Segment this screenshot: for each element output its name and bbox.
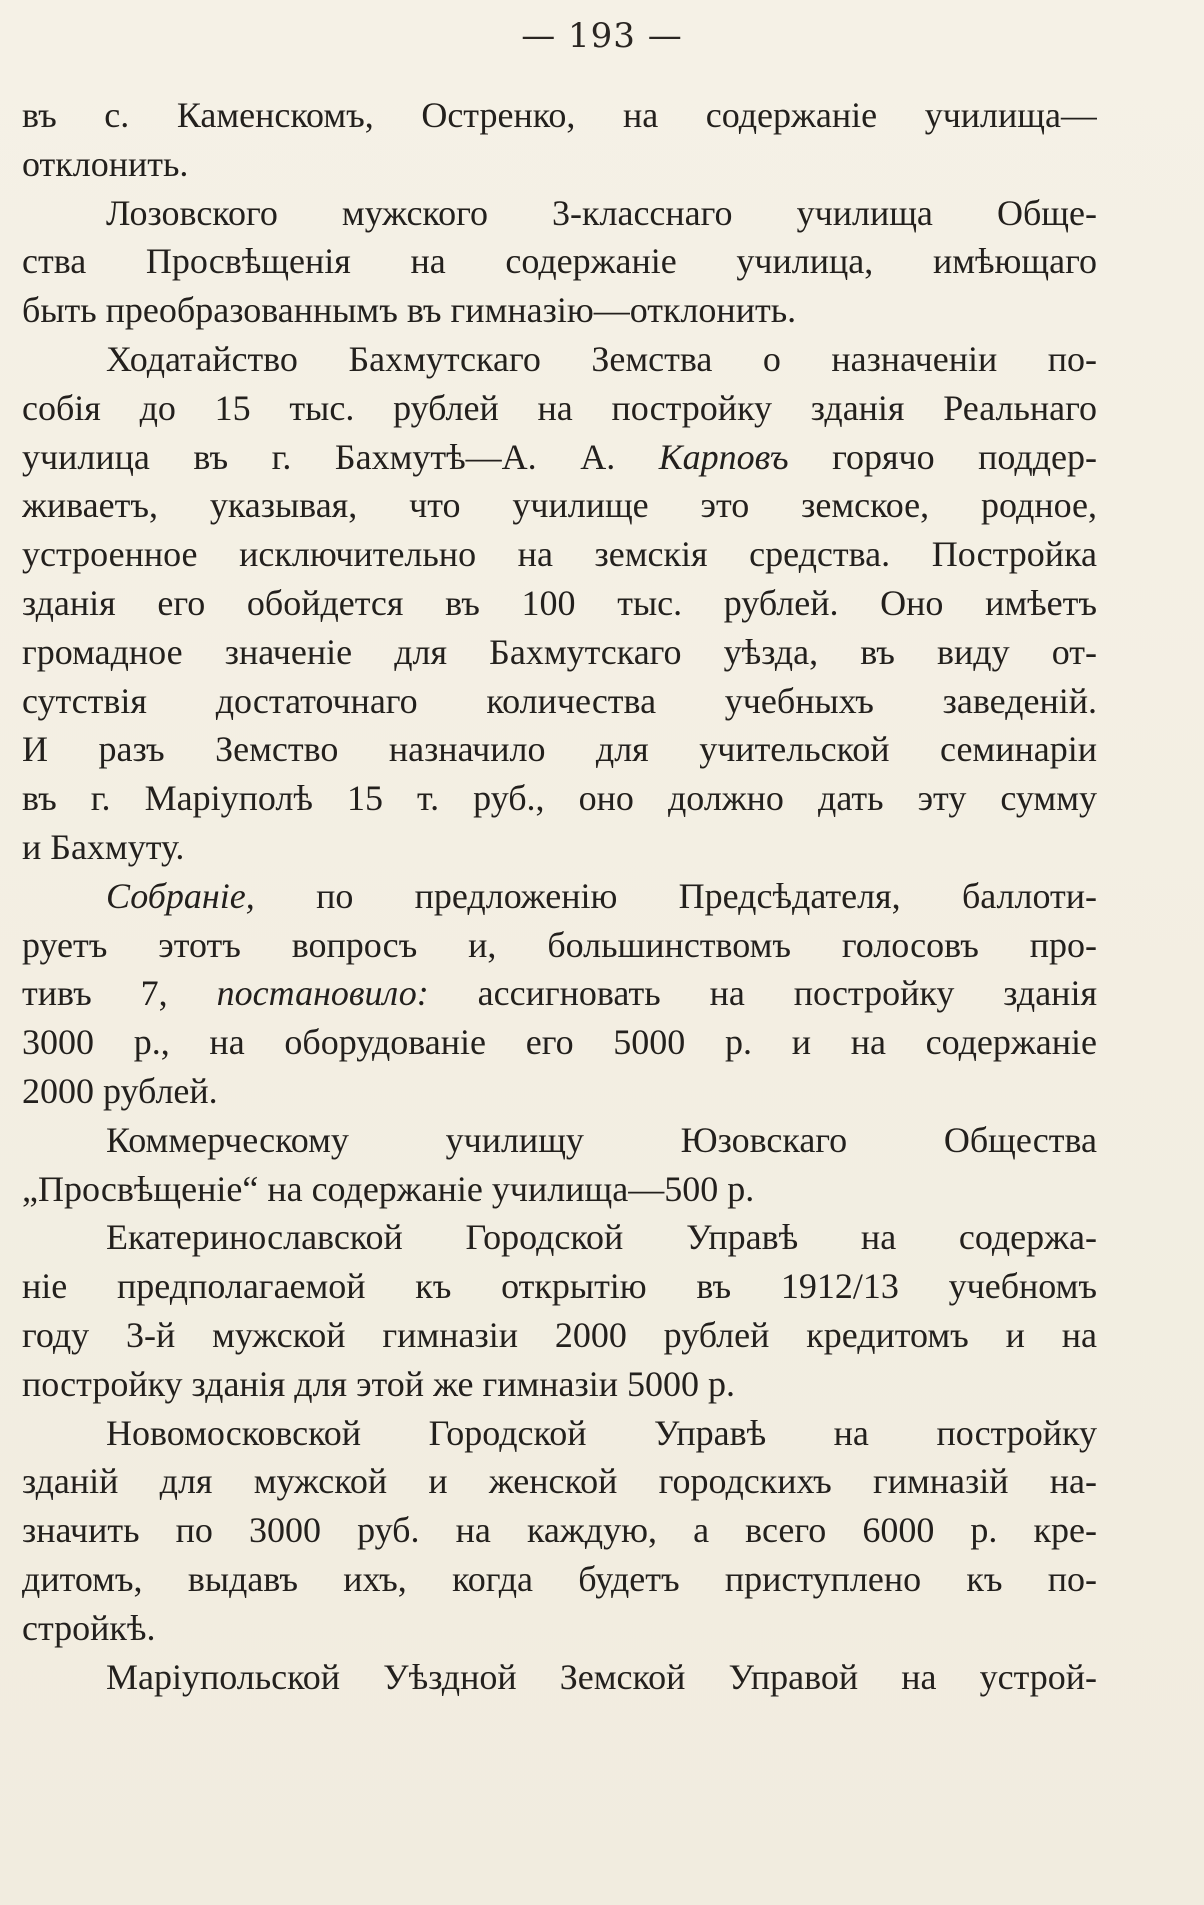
assembly-italic: Собраніе, — [106, 875, 255, 916]
text-line: И разъ Земство назначило для учительской семинаріи — [22, 729, 1097, 770]
text-segment: ассигновать на постройку зданія — [428, 973, 1097, 1014]
text-line: Екатеринославской Городской Управѣ на содержа- — [106, 1217, 1097, 1258]
page-text — [22, 91, 1097, 1701]
paragraph — [22, 1409, 1097, 1653]
paragraph — [22, 335, 1097, 872]
text-line: въ с. Каменскомъ, Остренко, на содержаніе училища— — [22, 95, 1097, 135]
text-line: въ г. Маріуполѣ 15 т. руб., оно должно дать эту сумму — [22, 778, 1097, 819]
text-line: постройку зданія для этой же гимназіи 5000 р. — [22, 1363, 735, 1404]
text-line: руетъ этотъ вопросъ и, большинствомъ голосовъ про- — [22, 924, 1097, 965]
paragraph — [22, 189, 1097, 335]
text-line-with-italic — [22, 872, 1097, 921]
text-line: ніе предполагаемой къ открытію въ 1912/13 учебномъ — [22, 1266, 1097, 1307]
text-line: отклонить. — [22, 143, 189, 184]
text-segment: училица въ г. Бахмутѣ—А. А. — [22, 436, 659, 477]
text-line: быть преобразованнымъ въ гимназію—отклонить. — [22, 290, 797, 331]
text-line-with-italic — [22, 969, 1097, 1018]
text-line: „Просвѣщеніе“ на содержаніе училища—500 р. — [22, 1168, 755, 1209]
text-line: зданій для мужской и женской городскихъ гимназій на- — [22, 1461, 1097, 1502]
text-segment: горячо поддер- — [788, 436, 1097, 477]
text-line: Коммерческому училищу Юзовскаго Общества — [106, 1119, 1097, 1160]
text-segment: по предложенію Предсѣдателя, баллоти- — [254, 875, 1097, 916]
text-line: значить по 3000 руб. на каждую, а всего 6000 р. кре- — [22, 1510, 1097, 1551]
paragraph — [22, 872, 1097, 1116]
text-line: собія до 15 тыс. рублей на постройку зданія Реальнаго — [22, 387, 1097, 428]
text-line-with-name — [22, 433, 1097, 482]
resolved-italic: постановило: — [216, 973, 429, 1014]
text-line: громадное значеніе для Бахмутскаго уѣзда, въ виду от- — [22, 631, 1097, 672]
text-line: 2000 рублей. — [22, 1070, 218, 1111]
text-line: зданія его обойдется въ 100 тыс. рублей. Оно имѣетъ — [22, 582, 1097, 623]
text-line: 3000 р., на оборудованіе его 5000 р. и на содержаніе — [22, 1022, 1097, 1063]
text-line: ства Просвѣщенія на содержаніе училица, имѣющаго — [22, 241, 1097, 282]
text-line: и Бахмуту. — [22, 826, 185, 867]
paragraph — [22, 1213, 1097, 1408]
text-line: устроенное исключительно на земскія средства. Постройка — [22, 534, 1097, 575]
paragraph — [22, 1653, 1097, 1702]
text-line: живаетъ, указывая, что училище это земское, родное, — [22, 485, 1097, 526]
text-line: дитомъ, выдавъ ихъ, когда будетъ приступлено къ по- — [22, 1558, 1097, 1599]
text-line: стройкѣ. — [22, 1607, 156, 1648]
person-name-italic: Карповъ — [658, 436, 789, 477]
paragraph — [22, 1116, 1097, 1214]
text-line: сутствія достаточнаго количества учебныхъ заведеній. — [22, 680, 1097, 721]
text-line: Лозовского мужского 3-класснаго училища Обще- — [106, 192, 1097, 233]
paragraph — [22, 91, 1097, 189]
text-segment: тивъ 7, — [22, 973, 217, 1014]
text-line: Ходатайство Бахмутскаго Земства о назначеніи по- — [106, 338, 1097, 379]
text-line: году 3-й мужской гимназіи 2000 рублей кредитомъ и на — [22, 1314, 1097, 1355]
text-line: Новомосковской Городской Управѣ на постройку — [106, 1412, 1097, 1453]
page-number: — 193 — — [521, 16, 683, 56]
text-line: Маріупольской Уѣздной Земской Управой на устрой- — [106, 1656, 1097, 1697]
